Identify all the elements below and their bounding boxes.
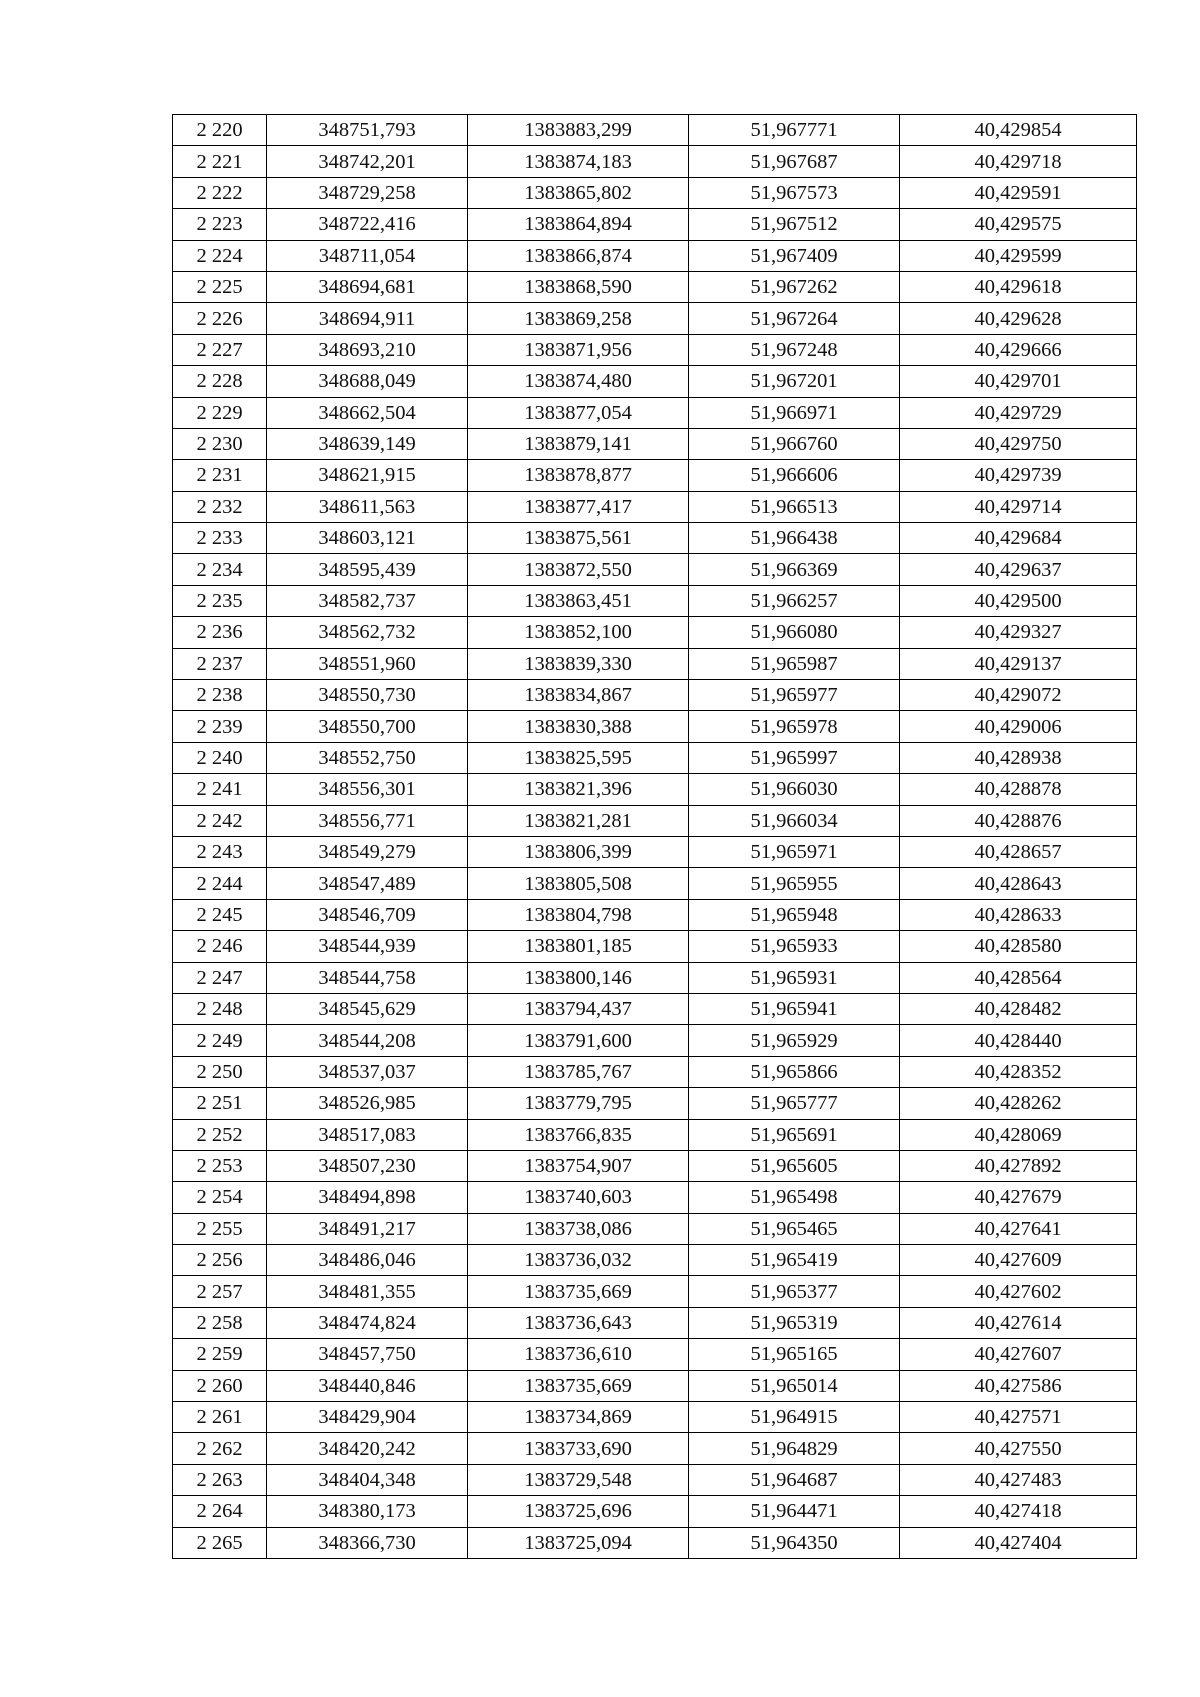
x-coordinate-cell: 348711,054: [267, 240, 468, 271]
table-row: [173, 836, 1137, 867]
point-number-cell: 2 255: [173, 1213, 267, 1244]
x-coordinate-cell: 348556,771: [267, 805, 468, 836]
y-coordinate-cell: 1383821,281: [468, 805, 689, 836]
latitude-cell: 51,965941: [689, 993, 900, 1024]
latitude-cell: 51,966080: [689, 617, 900, 648]
longitude-cell: 40,429750: [900, 428, 1137, 459]
y-coordinate-cell: 1383738,086: [468, 1213, 689, 1244]
point-number-cell: 2 234: [173, 554, 267, 585]
y-coordinate-cell: 1383877,054: [468, 397, 689, 428]
y-coordinate-cell: 1383800,146: [468, 962, 689, 993]
latitude-cell: 51,966030: [689, 774, 900, 805]
x-coordinate-cell: 348457,750: [267, 1339, 468, 1370]
table-row: [173, 648, 1137, 679]
x-coordinate-cell: 348550,730: [267, 680, 468, 711]
table-row: [173, 554, 1137, 585]
latitude-cell: 51,967573: [689, 177, 900, 208]
latitude-cell: 51,966369: [689, 554, 900, 585]
x-coordinate-cell: 348526,985: [267, 1088, 468, 1119]
y-coordinate-cell: 1383740,603: [468, 1182, 689, 1213]
table-row: [173, 271, 1137, 302]
y-coordinate-cell: 1383806,399: [468, 836, 689, 867]
table-row: [173, 240, 1137, 271]
latitude-cell: 51,965165: [689, 1339, 900, 1370]
table-row: [173, 585, 1137, 616]
y-coordinate-cell: 1383871,956: [468, 334, 689, 365]
longitude-cell: 40,427571: [900, 1402, 1137, 1433]
longitude-cell: 40,428657: [900, 836, 1137, 867]
y-coordinate-cell: 1383766,835: [468, 1119, 689, 1150]
y-coordinate-cell: 1383874,183: [468, 146, 689, 177]
longitude-cell: 40,428482: [900, 993, 1137, 1024]
longitude-cell: 40,428440: [900, 1025, 1137, 1056]
y-coordinate-cell: 1383825,595: [468, 742, 689, 773]
longitude-cell: 40,429718: [900, 146, 1137, 177]
point-number-cell: 2 235: [173, 585, 267, 616]
latitude-cell: 51,966971: [689, 397, 900, 428]
x-coordinate-cell: 348693,210: [267, 334, 468, 365]
latitude-cell: 51,967262: [689, 271, 900, 302]
y-coordinate-cell: 1383791,600: [468, 1025, 689, 1056]
longitude-cell: 40,427641: [900, 1213, 1137, 1244]
coordinates-table: [172, 114, 1137, 1559]
longitude-cell: 40,427550: [900, 1433, 1137, 1464]
longitude-cell: 40,429666: [900, 334, 1137, 365]
latitude-cell: 51,965978: [689, 711, 900, 742]
x-coordinate-cell: 348582,737: [267, 585, 468, 616]
longitude-cell: 40,427614: [900, 1307, 1137, 1338]
y-coordinate-cell: 1383879,141: [468, 428, 689, 459]
table-row: [173, 460, 1137, 491]
table-row: [173, 1276, 1137, 1307]
x-coordinate-cell: 348621,915: [267, 460, 468, 491]
point-number-cell: 2 264: [173, 1496, 267, 1527]
y-coordinate-cell: 1383865,802: [468, 177, 689, 208]
longitude-cell: 40,429327: [900, 617, 1137, 648]
latitude-cell: 51,964915: [689, 1402, 900, 1433]
point-number-cell: 2 253: [173, 1150, 267, 1181]
y-coordinate-cell: 1383779,795: [468, 1088, 689, 1119]
latitude-cell: 51,964687: [689, 1464, 900, 1495]
longitude-cell: 40,429072: [900, 680, 1137, 711]
x-coordinate-cell: 348517,083: [267, 1119, 468, 1150]
x-coordinate-cell: 348491,217: [267, 1213, 468, 1244]
point-number-cell: 2 246: [173, 931, 267, 962]
longitude-cell: 40,428633: [900, 899, 1137, 930]
y-coordinate-cell: 1383733,690: [468, 1433, 689, 1464]
x-coordinate-cell: 348595,439: [267, 554, 468, 585]
longitude-cell: 40,427679: [900, 1182, 1137, 1213]
longitude-cell: 40,427892: [900, 1150, 1137, 1181]
latitude-cell: 51,965997: [689, 742, 900, 773]
x-coordinate-cell: 348729,258: [267, 177, 468, 208]
x-coordinate-cell: 348742,201: [267, 146, 468, 177]
x-coordinate-cell: 348544,208: [267, 1025, 468, 1056]
y-coordinate-cell: 1383736,610: [468, 1339, 689, 1370]
latitude-cell: 51,965933: [689, 931, 900, 962]
table-row: [173, 1464, 1137, 1495]
x-coordinate-cell: 348688,049: [267, 366, 468, 397]
x-coordinate-cell: 348551,960: [267, 648, 468, 679]
table-row: [173, 1307, 1137, 1338]
table-row: [173, 428, 1137, 459]
point-number-cell: 2 232: [173, 491, 267, 522]
latitude-cell: 51,965014: [689, 1370, 900, 1401]
latitude-cell: 51,965866: [689, 1056, 900, 1087]
x-coordinate-cell: 348556,301: [267, 774, 468, 805]
x-coordinate-cell: 348552,750: [267, 742, 468, 773]
longitude-cell: 40,429637: [900, 554, 1137, 585]
point-number-cell: 2 240: [173, 742, 267, 773]
point-number-cell: 2 237: [173, 648, 267, 679]
y-coordinate-cell: 1383869,258: [468, 303, 689, 334]
latitude-cell: 51,965971: [689, 836, 900, 867]
latitude-cell: 51,967264: [689, 303, 900, 334]
y-coordinate-cell: 1383804,798: [468, 899, 689, 930]
x-coordinate-cell: 348611,563: [267, 491, 468, 522]
latitude-cell: 51,967512: [689, 209, 900, 240]
point-number-cell: 2 257: [173, 1276, 267, 1307]
point-number-cell: 2 230: [173, 428, 267, 459]
x-coordinate-cell: 348722,416: [267, 209, 468, 240]
point-number-cell: 2 256: [173, 1245, 267, 1276]
latitude-cell: 51,967771: [689, 115, 900, 146]
table-row: [173, 993, 1137, 1024]
longitude-cell: 40,428262: [900, 1088, 1137, 1119]
point-number-cell: 2 250: [173, 1056, 267, 1087]
longitude-cell: 40,428580: [900, 931, 1137, 962]
point-number-cell: 2 247: [173, 962, 267, 993]
x-coordinate-cell: 348420,242: [267, 1433, 468, 1464]
point-number-cell: 2 221: [173, 146, 267, 177]
point-number-cell: 2 248: [173, 993, 267, 1024]
longitude-cell: 40,429714: [900, 491, 1137, 522]
latitude-cell: 51,965377: [689, 1276, 900, 1307]
table-row: [173, 805, 1137, 836]
latitude-cell: 51,965419: [689, 1245, 900, 1276]
longitude-cell: 40,427418: [900, 1496, 1137, 1527]
latitude-cell: 51,965691: [689, 1119, 900, 1150]
y-coordinate-cell: 1383868,590: [468, 271, 689, 302]
longitude-cell: 40,429739: [900, 460, 1137, 491]
y-coordinate-cell: 1383736,643: [468, 1307, 689, 1338]
longitude-cell: 40,429575: [900, 209, 1137, 240]
table-row: [173, 1370, 1137, 1401]
latitude-cell: 51,967687: [689, 146, 900, 177]
x-coordinate-cell: 348639,149: [267, 428, 468, 459]
point-number-cell: 2 226: [173, 303, 267, 334]
table-row: [173, 617, 1137, 648]
latitude-cell: 51,966257: [689, 585, 900, 616]
table-row: [173, 1245, 1137, 1276]
longitude-cell: 40,427602: [900, 1276, 1137, 1307]
longitude-cell: 40,429006: [900, 711, 1137, 742]
table-row: [173, 1025, 1137, 1056]
table-row: [173, 303, 1137, 334]
latitude-cell: 51,964350: [689, 1527, 900, 1558]
table-row: [173, 962, 1137, 993]
y-coordinate-cell: 1383754,907: [468, 1150, 689, 1181]
x-coordinate-cell: 348544,758: [267, 962, 468, 993]
latitude-cell: 51,964829: [689, 1433, 900, 1464]
longitude-cell: 40,428564: [900, 962, 1137, 993]
x-coordinate-cell: 348545,629: [267, 993, 468, 1024]
point-number-cell: 2 228: [173, 366, 267, 397]
longitude-cell: 40,429684: [900, 523, 1137, 554]
table-row: [173, 523, 1137, 554]
y-coordinate-cell: 1383878,877: [468, 460, 689, 491]
x-coordinate-cell: 348537,037: [267, 1056, 468, 1087]
longitude-cell: 40,429137: [900, 648, 1137, 679]
table-row: [173, 334, 1137, 365]
table-row: [173, 1433, 1137, 1464]
y-coordinate-cell: 1383866,874: [468, 240, 689, 271]
y-coordinate-cell: 1383834,867: [468, 680, 689, 711]
table-row: [173, 209, 1137, 240]
point-number-cell: 2 238: [173, 680, 267, 711]
latitude-cell: 51,965605: [689, 1150, 900, 1181]
point-number-cell: 2 251: [173, 1088, 267, 1119]
y-coordinate-cell: 1383863,451: [468, 585, 689, 616]
point-number-cell: 2 224: [173, 240, 267, 271]
table-row: [173, 1496, 1137, 1527]
table-row: [173, 1150, 1137, 1181]
y-coordinate-cell: 1383821,396: [468, 774, 689, 805]
latitude-cell: 51,966513: [689, 491, 900, 522]
x-coordinate-cell: 348380,173: [267, 1496, 468, 1527]
y-coordinate-cell: 1383874,480: [468, 366, 689, 397]
point-number-cell: 2 239: [173, 711, 267, 742]
point-number-cell: 2 244: [173, 868, 267, 899]
latitude-cell: 51,965987: [689, 648, 900, 679]
latitude-cell: 51,966760: [689, 428, 900, 459]
latitude-cell: 51,965319: [689, 1307, 900, 1338]
x-coordinate-cell: 348404,348: [267, 1464, 468, 1495]
point-number-cell: 2 227: [173, 334, 267, 365]
x-coordinate-cell: 348751,793: [267, 115, 468, 146]
longitude-cell: 40,428069: [900, 1119, 1137, 1150]
x-coordinate-cell: 348546,709: [267, 899, 468, 930]
x-coordinate-cell: 348603,121: [267, 523, 468, 554]
x-coordinate-cell: 348474,824: [267, 1307, 468, 1338]
table-row: [173, 1213, 1137, 1244]
point-number-cell: 2 249: [173, 1025, 267, 1056]
longitude-cell: 40,427483: [900, 1464, 1137, 1495]
longitude-cell: 40,427586: [900, 1370, 1137, 1401]
x-coordinate-cell: 348694,911: [267, 303, 468, 334]
point-number-cell: 2 254: [173, 1182, 267, 1213]
table-row: [173, 146, 1137, 177]
y-coordinate-cell: 1383801,185: [468, 931, 689, 962]
longitude-cell: 40,429729: [900, 397, 1137, 428]
point-number-cell: 2 241: [173, 774, 267, 805]
table-row: [173, 115, 1137, 146]
point-number-cell: 2 243: [173, 836, 267, 867]
point-number-cell: 2 265: [173, 1527, 267, 1558]
x-coordinate-cell: 348544,939: [267, 931, 468, 962]
point-number-cell: 2 223: [173, 209, 267, 240]
point-number-cell: 2 233: [173, 523, 267, 554]
point-number-cell: 2 242: [173, 805, 267, 836]
latitude-cell: 51,965977: [689, 680, 900, 711]
y-coordinate-cell: 1383830,388: [468, 711, 689, 742]
x-coordinate-cell: 348481,355: [267, 1276, 468, 1307]
y-coordinate-cell: 1383883,299: [468, 115, 689, 146]
longitude-cell: 40,428878: [900, 774, 1137, 805]
x-coordinate-cell: 348694,681: [267, 271, 468, 302]
latitude-cell: 51,965498: [689, 1182, 900, 1213]
table-row: [173, 1339, 1137, 1370]
point-number-cell: 2 263: [173, 1464, 267, 1495]
point-number-cell: 2 222: [173, 177, 267, 208]
latitude-cell: 51,966438: [689, 523, 900, 554]
table-row: [173, 1182, 1137, 1213]
table-row: [173, 711, 1137, 742]
longitude-cell: 40,429628: [900, 303, 1137, 334]
latitude-cell: 51,967248: [689, 334, 900, 365]
longitude-cell: 40,427607: [900, 1339, 1137, 1370]
coordinates-table-body: [173, 115, 1137, 1559]
x-coordinate-cell: 348429,904: [267, 1402, 468, 1433]
longitude-cell: 40,428938: [900, 742, 1137, 773]
longitude-cell: 40,429618: [900, 271, 1137, 302]
x-coordinate-cell: 348494,898: [267, 1182, 468, 1213]
longitude-cell: 40,428352: [900, 1056, 1137, 1087]
point-number-cell: 2 236: [173, 617, 267, 648]
latitude-cell: 51,965929: [689, 1025, 900, 1056]
longitude-cell: 40,429854: [900, 115, 1137, 146]
point-number-cell: 2 258: [173, 1307, 267, 1338]
y-coordinate-cell: 1383725,094: [468, 1527, 689, 1558]
x-coordinate-cell: 348366,730: [267, 1527, 468, 1558]
latitude-cell: 51,965777: [689, 1088, 900, 1119]
y-coordinate-cell: 1383736,032: [468, 1245, 689, 1276]
point-number-cell: 2 229: [173, 397, 267, 428]
x-coordinate-cell: 348562,732: [267, 617, 468, 648]
point-number-cell: 2 262: [173, 1433, 267, 1464]
y-coordinate-cell: 1383805,508: [468, 868, 689, 899]
x-coordinate-cell: 348547,489: [267, 868, 468, 899]
point-number-cell: 2 225: [173, 271, 267, 302]
table-row: [173, 1527, 1137, 1558]
longitude-cell: 40,429599: [900, 240, 1137, 271]
latitude-cell: 51,966606: [689, 460, 900, 491]
longitude-cell: 40,427404: [900, 1527, 1137, 1558]
table-row: [173, 868, 1137, 899]
point-number-cell: 2 220: [173, 115, 267, 146]
x-coordinate-cell: 348486,046: [267, 1245, 468, 1276]
x-coordinate-cell: 348507,230: [267, 1150, 468, 1181]
table-row: [173, 1119, 1137, 1150]
latitude-cell: 51,965955: [689, 868, 900, 899]
y-coordinate-cell: 1383864,894: [468, 209, 689, 240]
table-row: [173, 1056, 1137, 1087]
table-row: [173, 177, 1137, 208]
table-row: [173, 1088, 1137, 1119]
table-row: [173, 931, 1137, 962]
y-coordinate-cell: 1383877,417: [468, 491, 689, 522]
longitude-cell: 40,428876: [900, 805, 1137, 836]
longitude-cell: 40,428643: [900, 868, 1137, 899]
y-coordinate-cell: 1383735,669: [468, 1370, 689, 1401]
y-coordinate-cell: 1383735,669: [468, 1276, 689, 1307]
table-row: [173, 366, 1137, 397]
y-coordinate-cell: 1383785,767: [468, 1056, 689, 1087]
table-row: [173, 397, 1137, 428]
latitude-cell: 51,966034: [689, 805, 900, 836]
y-coordinate-cell: 1383729,548: [468, 1464, 689, 1495]
point-number-cell: 2 245: [173, 899, 267, 930]
table-row: [173, 491, 1137, 522]
table-row: [173, 1402, 1137, 1433]
latitude-cell: 51,967409: [689, 240, 900, 271]
longitude-cell: 40,429500: [900, 585, 1137, 616]
table-row: [173, 899, 1137, 930]
table-row: [173, 680, 1137, 711]
point-number-cell: 2 231: [173, 460, 267, 491]
point-number-cell: 2 259: [173, 1339, 267, 1370]
longitude-cell: 40,429591: [900, 177, 1137, 208]
x-coordinate-cell: 348440,846: [267, 1370, 468, 1401]
y-coordinate-cell: 1383794,437: [468, 993, 689, 1024]
table-row: [173, 774, 1137, 805]
y-coordinate-cell: 1383734,869: [468, 1402, 689, 1433]
latitude-cell: 51,965948: [689, 899, 900, 930]
y-coordinate-cell: 1383839,330: [468, 648, 689, 679]
latitude-cell: 51,965931: [689, 962, 900, 993]
y-coordinate-cell: 1383872,550: [468, 554, 689, 585]
longitude-cell: 40,427609: [900, 1245, 1137, 1276]
latitude-cell: 51,964471: [689, 1496, 900, 1527]
point-number-cell: 2 261: [173, 1402, 267, 1433]
point-number-cell: 2 260: [173, 1370, 267, 1401]
latitude-cell: 51,967201: [689, 366, 900, 397]
y-coordinate-cell: 1383875,561: [468, 523, 689, 554]
point-number-cell: 2 252: [173, 1119, 267, 1150]
y-coordinate-cell: 1383852,100: [468, 617, 689, 648]
x-coordinate-cell: 348550,700: [267, 711, 468, 742]
x-coordinate-cell: 348662,504: [267, 397, 468, 428]
x-coordinate-cell: 348549,279: [267, 836, 468, 867]
y-coordinate-cell: 1383725,696: [468, 1496, 689, 1527]
longitude-cell: 40,429701: [900, 366, 1137, 397]
table-row: [173, 742, 1137, 773]
latitude-cell: 51,965465: [689, 1213, 900, 1244]
